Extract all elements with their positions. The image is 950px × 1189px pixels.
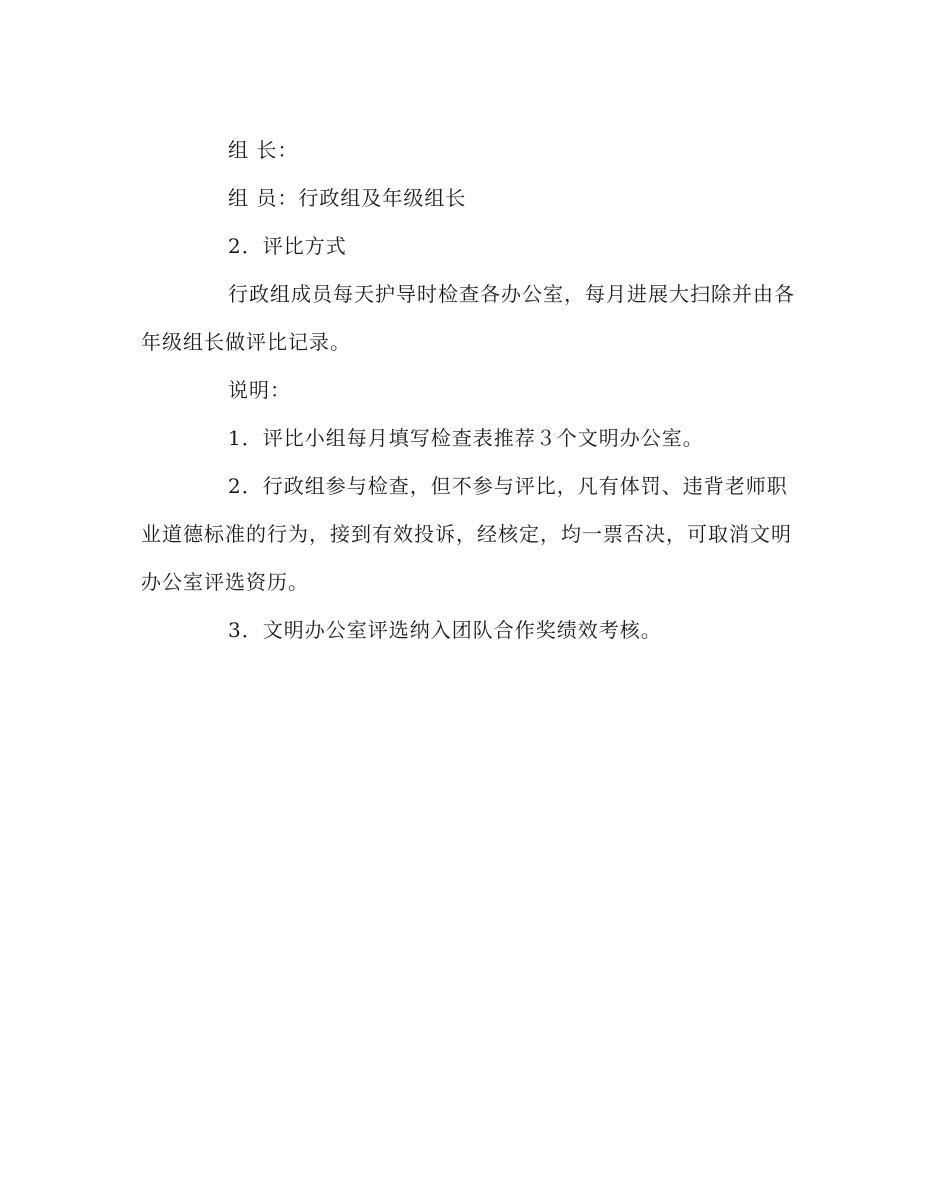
- evaluation-method-heading: 2．评比方式: [228, 234, 347, 258]
- note-item-3: 3．文明办公室评选纳入团队合作奖绩效考核。: [228, 618, 662, 642]
- evaluation-method-paragraph: 行政组成员每天护导时检查各办公室，每月进展大扫除并由各年级组长做评比记录。: [141, 282, 795, 354]
- document-body: [141, 126, 801, 654]
- note-item-2: 2．行政组参与检查，但不参与评比，凡有体罚、违背老师职业道德标准的行为，接到有效投诉，经核定，均一票否决，可取消文明办公室评选资历。: [141, 474, 792, 594]
- note-item-1: 1．评比小组每月填写检查表推荐３个文明办公室。: [228, 426, 704, 450]
- group-members-line: 组 员：行政组及年级组长: [228, 186, 467, 210]
- group-leader-line: 组 长：: [228, 138, 299, 162]
- notes-heading: 说明：: [228, 378, 291, 402]
